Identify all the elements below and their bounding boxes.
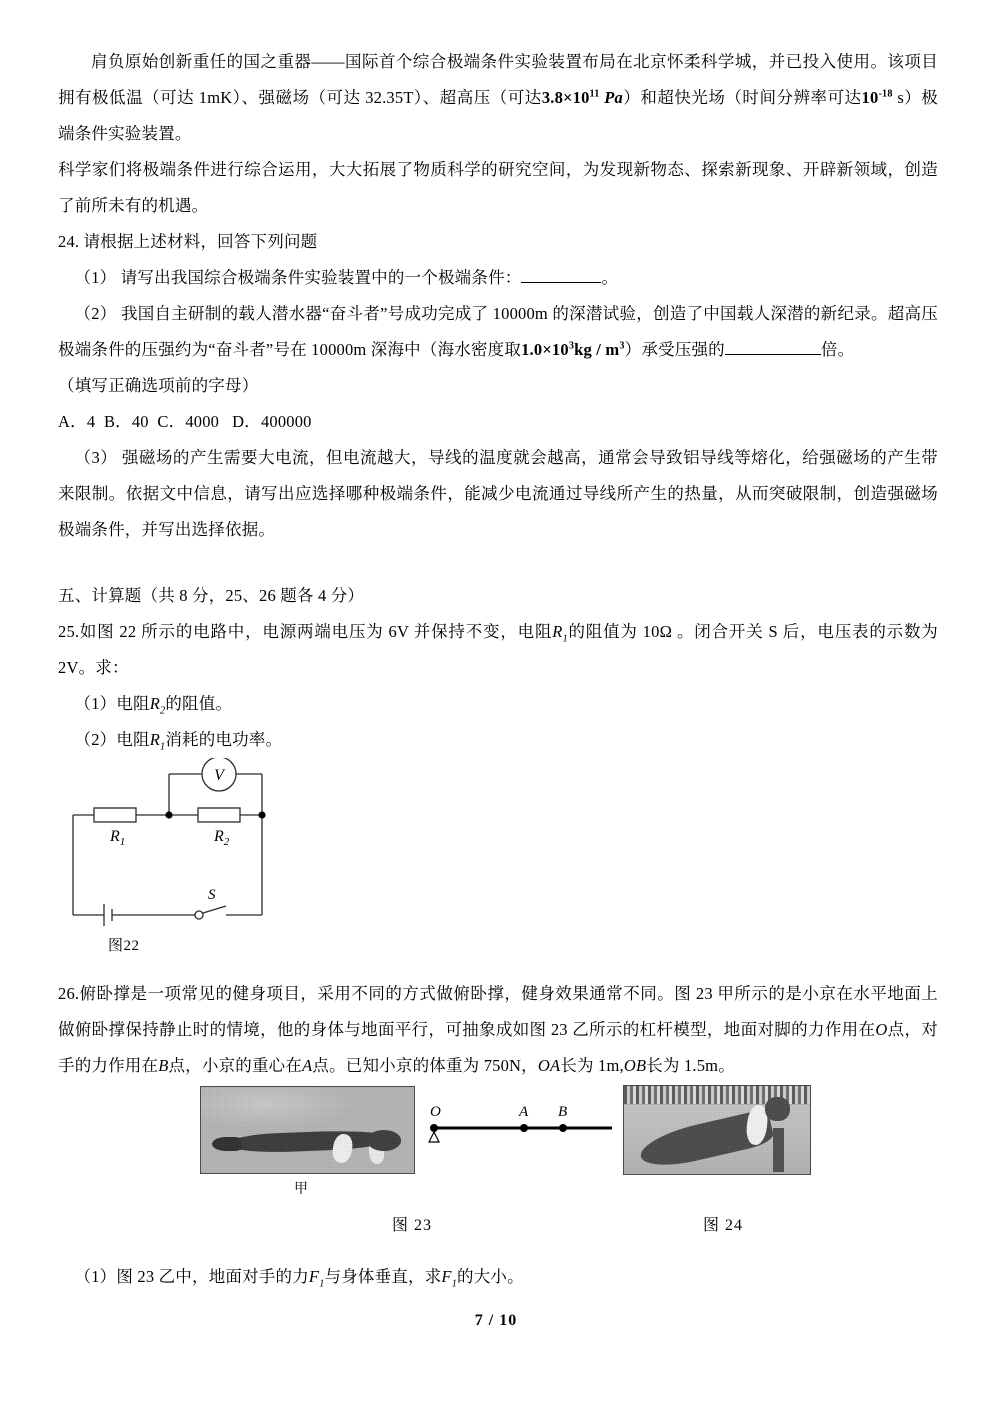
time-base: 10 (861, 88, 879, 107)
question-24-option-note: （填写正确选项前的字母） (58, 376, 259, 395)
figure-24-caption: 图 24 (703, 1217, 744, 1234)
option-b-letter: B． (103, 412, 132, 431)
segment-ob-symbol: OB (623, 1056, 647, 1075)
circuit-diagram-svg (66, 758, 366, 958)
time-exponent: -18 (878, 88, 893, 100)
q25-sub2-a: （2）电阻 (74, 730, 150, 749)
option-c-value: 4000 (185, 412, 220, 431)
force-f1-symbol (441, 1267, 457, 1290)
lever-diagram-svg (426, 1096, 616, 1166)
force-f1-symbol (308, 1267, 325, 1290)
answer-blank[interactable] (725, 338, 821, 356)
junction-dot (258, 811, 265, 818)
spacer (58, 548, 938, 578)
q25-r1b-symbol (149, 730, 166, 753)
segment-oa-symbol: OA (537, 1056, 561, 1075)
q26-stem-f: 长为 1.5m。 (646, 1056, 735, 1075)
r1-letter: R (552, 622, 563, 641)
question-24-sub2 (58, 296, 938, 368)
q24-sub2-text-b: ）承受压强的 (624, 340, 725, 359)
lever-label-a: A (519, 1104, 529, 1120)
pressure-base: 3.8×10 (541, 88, 590, 107)
seawater-density-value (521, 340, 625, 359)
fulcrum-triangle (429, 1132, 439, 1142)
option-c[interactable] (157, 412, 219, 431)
lever-label-b: B (558, 1104, 568, 1120)
junction-dot (165, 811, 172, 818)
question-26-stem (58, 976, 938, 1084)
q24-sub2-text-c: 倍。 (820, 340, 855, 359)
q25-r1-symbol (552, 622, 568, 645)
resistor-r1-label: $R_1$ (110, 828, 126, 848)
passage-p1-text-a: 肩负原始创新重任的国之重器——国际首个综合极端条件实验装置布局在北京怀柔科学城，并已投入使用。该项目拥有极低温（可达 1mK）、强磁场（可达 32.35T）、超高压（可达 (58, 52, 938, 107)
r1-subscript: 1 (160, 741, 166, 753)
question-25-sub1 (58, 686, 938, 722)
q26-stem-e: 长为 1m, (560, 1056, 624, 1075)
q24-sub1-end: 。 (601, 268, 619, 287)
photo-grain-overlay (624, 1086, 810, 1174)
q25-sub2-b: 消耗的电功率。 (165, 730, 283, 749)
density-unit-exponent: 3 (619, 340, 625, 352)
question-24-options (58, 404, 938, 440)
q25-sub1-a: （1）电阻 (74, 694, 150, 713)
point-o-symbol: O (875, 1020, 888, 1039)
passage-time-value (862, 88, 904, 107)
q25-r2-symbol (149, 694, 166, 717)
pressure-exponent: 11 (589, 88, 600, 100)
resistor-r2-label: $R_2$ (214, 828, 230, 848)
q24-sub1-text: （1） 请写出我国综合极端条件实验装置中的一个极端条件： (74, 268, 522, 287)
q26-stem-c: 点，小京的重心在 (168, 1056, 303, 1075)
question-24-sub3: （3） 强磁场的产生需要大电流，但电流越大，导线的温度就会越高，通常会导致铝导线等熔化，给强磁场的产生带来限制。依据文中信息，请写出应选择哪种极端条件，能减少电流通过导线所产生的热量，从而突破限制，创造强磁场极端条件，并写出选择依据。 (58, 448, 938, 539)
figure-22-caption: 图22 (108, 938, 140, 954)
page-content (58, 44, 938, 1295)
r1-letter: R (149, 730, 161, 749)
q26-stem-a: 26.俯卧撑是一项常见的健身项目，采用不同的方式做俯卧撑，健身效果通常不同。图 23 甲所示的是小京在水平地面上做俯卧撑保持静止时的情境，他的身体与地面平行，可抽象成如图 23 乙所示的杠杆模型，地面对脚的力作用在 (58, 984, 938, 1039)
q25-sub1-b: 的阻值。 (165, 694, 233, 713)
lever-point-b-dot (559, 1124, 567, 1132)
question-24-sub1 (58, 260, 938, 296)
option-d-letter: D． (232, 412, 261, 431)
point-b-symbol: B (158, 1056, 169, 1075)
option-d[interactable] (232, 412, 312, 431)
photo-grain-overlay (201, 1087, 414, 1173)
passage-p1-text-b: ）和超快光场（时间分辨率可达 (623, 88, 862, 107)
section-5-header: 五、计算题（共 8 分，25、26 题各 4 分） (58, 586, 365, 605)
f-letter: F (441, 1267, 452, 1286)
q25-stem-b: 的阻值为 10Ω 。闭合开关 S 后，电压表的示数为 2V。求： (58, 622, 939, 677)
spacer (58, 958, 938, 976)
passage-p1-text-c: ）极端条件实验装置。 (58, 88, 939, 143)
q24-sub2-text-a: （2） 我国自主研制的载人潜水器“奋斗者”号成功完成了 10000m 的深潜试验，创造了中国载人深潜的新纪录。超高压极端条件的压强约为“奋斗者”号在 10000m 深海中（海水密度取 (58, 304, 938, 359)
figure-23-caption: 图 23 (392, 1217, 433, 1234)
f-subscript: 1 (319, 1278, 325, 1290)
q26-sub1-a: （1）图 23 乙中，地面对手的力 (74, 1267, 309, 1286)
lever-label-o: O (430, 1104, 441, 1120)
lever-point-a-dot (520, 1124, 528, 1132)
passage-paragraph-1 (58, 44, 938, 152)
option-b[interactable] (104, 412, 149, 431)
f-letter: F (308, 1267, 320, 1286)
figure-23-24-row (58, 1084, 938, 1259)
option-d-value: 400000 (260, 412, 312, 431)
pressure-unit: Pa (604, 88, 623, 107)
q26-stem-b: 点，对手的力作用在 (58, 1020, 938, 1075)
pushup-photo-outdoor (623, 1085, 811, 1175)
option-a[interactable] (58, 412, 95, 431)
pushup-photo-ground (200, 1086, 415, 1174)
density-base: 1.0×10 (521, 340, 569, 359)
option-a-value: 4 (86, 412, 96, 431)
q26-stem-d: 点。已知小京的体重为 750N， (312, 1056, 538, 1075)
answer-blank[interactable] (521, 266, 601, 284)
q26-sub1-b: 与身体垂直，求 (324, 1267, 442, 1286)
r2-letter: R (149, 694, 161, 713)
option-c-letter: C． (157, 412, 186, 431)
figure-23-lever-model (426, 1096, 616, 1166)
voltmeter-label: V (214, 767, 224, 784)
switch-label: S (208, 887, 216, 903)
question-24-stem: 24. 请根据上述材料，回答下列问题 (58, 232, 318, 251)
density-exponent: 3 (568, 340, 575, 352)
option-b-value: 40 (131, 412, 149, 431)
passage-pressure-value (542, 88, 623, 107)
figure-22-circuit (66, 758, 366, 958)
q25-stem-a: 25.如图 22 所示的电路中，电源两端电压为 6V 并保持不变，电阻 (58, 622, 553, 641)
point-a-symbol: A (302, 1056, 313, 1075)
passage-paragraph-2: 科学家们将极端条件进行综合运用，大大拓展了物质科学的研究空间，为发现新物态、探索新现象、开辟新领域，创造了前所未有的机遇。 (58, 160, 938, 215)
figure-23-sublabel-jia: 甲 (294, 1182, 308, 1197)
density-unit: kg / m (574, 340, 620, 359)
option-a-letter: A． (58, 412, 87, 431)
time-unit: s (897, 88, 904, 107)
q26-sub1-c: 的大小。 (457, 1267, 524, 1286)
r2-subscript: 2 (160, 705, 166, 717)
question-25-sub2 (58, 722, 938, 758)
question-26-sub1 (58, 1259, 938, 1295)
question-25-stem (58, 614, 938, 686)
r1-subscript: 1 (562, 633, 568, 645)
f-subscript: 1 (451, 1278, 457, 1290)
page-footer: 7 / 10 (474, 1312, 518, 1329)
